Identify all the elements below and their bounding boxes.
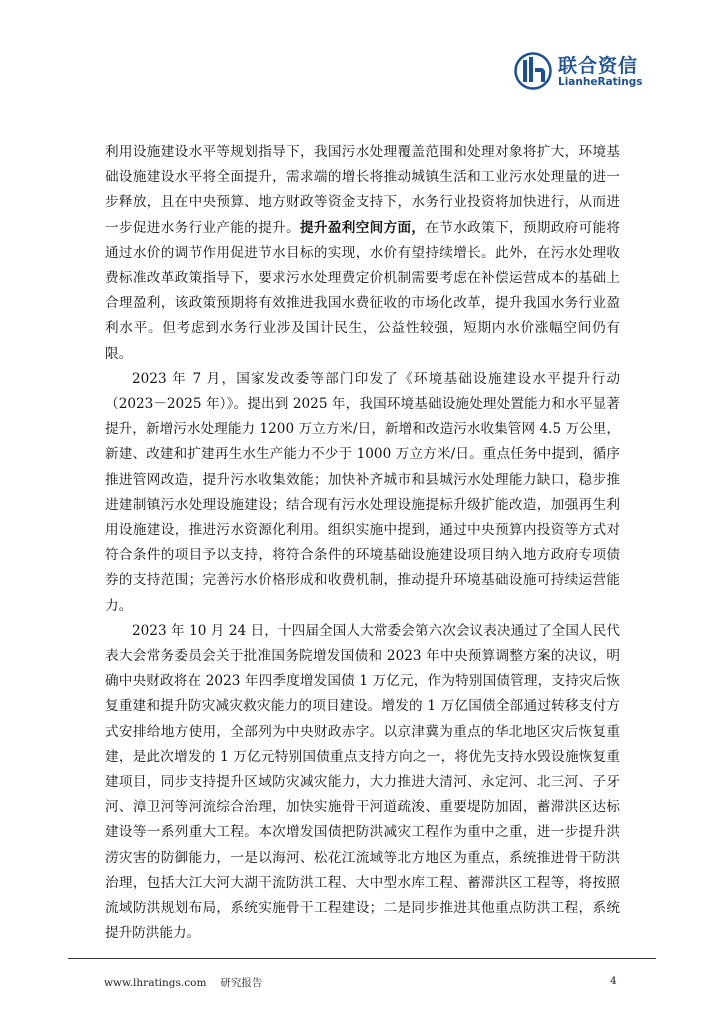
logo-chinese-text: 联合资信 (558, 55, 639, 77)
footer-divider (68, 958, 656, 959)
paragraph-1-bold-heading: 提升盈利空间方面， (300, 219, 426, 236)
paragraph-1-text-a: 利用设施建设水平等规划指导下，我国污水处理覆盖范围和处理对象将扩大，环境基础设施建设水平将全面提升，需求端的增长将推动城镇生活和工业污水处理量的进一步释放，且在中央预算、地方财政等资金支持下，水务行业投资将加快进行，从而进一步促进水务行业产能的提升。 (105, 144, 620, 236)
footer-doc-type: 研究报告 (220, 977, 263, 989)
logo-english-text: LianheRatings (558, 76, 643, 88)
footer-website-link[interactable]: www.lhratings.com (104, 977, 207, 989)
paragraph-3: 2023 年 10 月 24 日，十四届全国人大常委会第六次会议表决通过了全国人民代表大会常务委员会关于批准国务院增发国债和 2023 年中央预算调整方案的决议，明确中央财政将在 2023 年四季度增发国债 1 万亿元，作为特别国债管理，支持灾后恢复重建和提升防灾减灾救灾能力的项目建设。增发的 1 万亿国债全部通过转移支付方式安排给地方使用，全部列为中央财政赤字。以京津冀为重点的华北地区灾后恢复重建，是此次增发的 1 万亿元特别国债重点支持方向之一，将优先支持水毁设施恢复重建项目，同步支持提升区域防灾减灾能力，大力推进大清河、永定河、北三河、子牙河、漳卫河等河流综合治理，加快实施骨干河道疏浚、重要堤防加固，蓄滞洪区达标建设等一系列重大工程。本次增发国债把防洪减灾工程作为重中之重，进一步提升洪涝灾害的防御能力，一是以海河、松花江流域等北方地区为重点，系统推进骨干防洪治理，包括大江大河大湖干流防洪工程、大中型水库工程、蓄滞洪区工程等，将按照流域防洪规划布局，系统实施骨干工程建设；二是同步推进其他重点防洪工程，系统提升防洪能力。 (105, 622, 620, 942)
page-number: 4 (610, 975, 617, 987)
company-logo (514, 50, 654, 94)
paragraph-2: 2023 年 7 月，国家发改委等部门印发了《环境基础设施建设水平提升行动（2023－2025 年）》。提出到 2025 年，我国环境基础设施处理处置能力和水平显著提升，新增污水处理能力 1200 万立方米/日，新增和改造污水收集管网 4.5 万公里，新建、改建和扩建再生水生产能力不少于 1000 万立方米/日。重点任务中提到，循序推进管网改造，提升污水收集效能；加快补齐城市和县城污水处理能力缺口，稳步推进建制镇污水处理设施建设；结合现有污水处理设施提标升级扩能改造，加强再生利用设施建设，推进污水资源化利用。组织实施中提到，通过中央预算内投资等方式对符合条件的项目予以支持，将符合条件的环境基础设施建设项目纳入地方政府专项债券的支持范围；完善污水价格形成和收费机制，推动提升环境基础设施可持续运营能力。 (105, 370, 620, 614)
footer-info (104, 975, 262, 990)
lianhe-logo-icon (514, 52, 552, 90)
document-body (105, 140, 620, 947)
paragraph-1 (105, 140, 620, 367)
paragraph-1-text-b: 在节水政策下，预期政府可能将通过水价的调节作用促进节水目标的实现，水价有望持续增长。此外，在污水处理收费标准改革政策指导下，要求污水处理费定价机制需要考虑在补偿运营成本的基础上合理盈利，该政策预期将有效推进我国水费征收的市场化改革，提升我国水务行业盈利水平。但考虑到水务行业涉及国计民生，公益性较强，短期内水价涨幅空间仍有限。 (105, 219, 621, 362)
